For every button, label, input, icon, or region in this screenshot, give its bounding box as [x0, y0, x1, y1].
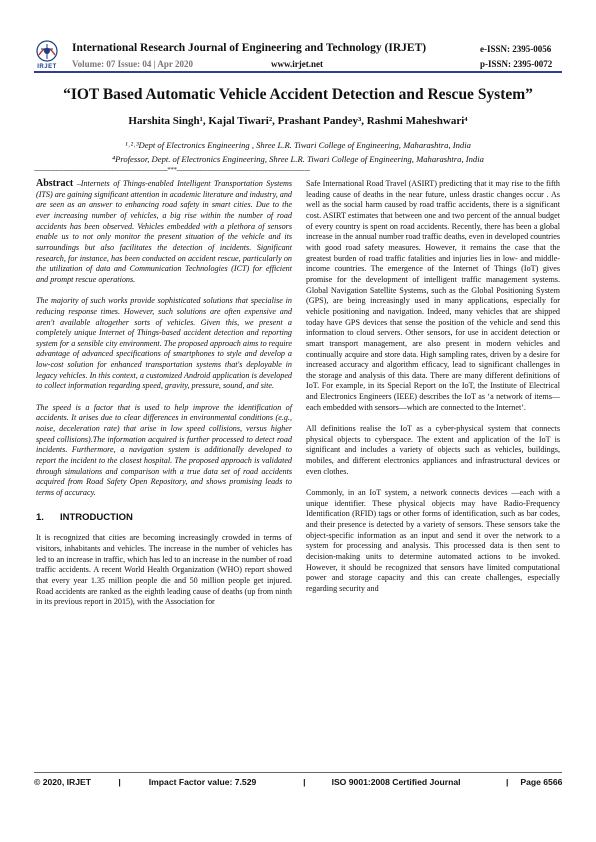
- right-paragraph-1: Safe International Road Travel (ASIRT) predicting that it may rise to the fifth leading cause of deaths in the near future, unless drastic changes occur . As well as the social harm caused by road traffic accidents, there is a significant cost. ASIRT estimates that between one and two percent of the annual budget of every country is spent on road accidents. Recently, there has been a global increase in the annual number road traffic deaths, even in developed countries with good road safety measures. However, it remains the case that the greatest burden of road traffic fatalities and injuries lies in low- and middle-income countries. The emergence of the Internet of Things (IoT) gives promise for the development of intelligent traffic management systems. Global Navigation Satellite Systems, such as the Global Positioning System (GPS), are being increasingly used in many applications, especially for vehicle positioning and navigation. Indeed, many vehicles that are shipped today have GPS devices that sense the position of the vehicle and send this information to cloud servers. Other sensors, for use in accident detection or smart transport management, are also present in modern vehicles and continually acquire and store data. High sampling rates, driven by a desire for increased accuracy and algorithm efficacy, lead to significant challenges in the storage and analysis of this data. There are many different definitions of IoT. For example, in its Special Report on the IoT, the Institute of Electrical and Electronics Engineers (IEEE) describes the IoT as ‘a network of items—each embedded with sensors—which are connected to the Internet’.: [306, 179, 560, 412]
- abstract-heading: Abstract: [36, 178, 74, 189]
- section-title: INTRODUCTION: [60, 511, 133, 523]
- abstract-paragraph-3: The speed is a factor that is used to help improve the identification of accidents. It arises due to clear differences in environmental conditions (e.g., noise, deceleration rate) that arise in low speed collisions, versus higher speed collisions).The information acquired is further processed to detect road incidents. Furthermore, a navigation system is additionally developed to report the incident to the closest hospital. The proposed approach is validated through simulations and comparison with a true data set of road accidents acquired from Road Safety Open Repository, and shows promising leads to terms of accuracy.: [36, 402, 292, 497]
- e-issn: e-ISSN: 2395-0056: [480, 44, 552, 54]
- right-paragraph-3: Commonly, in an IoT system, a network connects devices —each with a unique identifier. These physical objects may have Radio-Frequency Identification (RFID) tags or other forms of identification, such as bar codes, and their presence is detected by a variety of sensors. These sensors take the object-specific information as an input and send it over the network to a system for processing and analysis. This processed data is then sent to decision-making units to determine automated actions to be invoked. However, it should be recognized that sensors have limited computational power and storage capacity and this can create challenges, especially regarding security and: [306, 488, 560, 593]
- footer-divider-2: |: [303, 777, 306, 787]
- footer-impact-factor: Impact Factor value: 7.529: [148, 777, 257, 787]
- right-column: [306, 179, 560, 605]
- footer-copyright: © 2020, IRJET: [34, 777, 91, 787]
- journal-url[interactable]: www.irjet.net: [271, 59, 323, 69]
- footer-iso: ISO 9001:2008 Certified Journal: [331, 777, 461, 787]
- abstract-text-1: –Internets of Things-enabled Intelligent Transportation Systems (ITS) are gaining significant attention in academic literature and industry, and are seen as an answer to enhancing road safety in smart cities. Due to the ever increasing number of vehicles, a big rise within the number of road accidents has been observed. Vehicles embedded with a plethora of sensors enable us to not only monitor the present situation of the vehicle and its surroundings but also facilitates the detection of incidents. Significant research, for instance, has been conducted on accident rescue, particularly on the utilization of data and Communication Technologies (ICT) for efficient and prompt rescue operations.: [36, 179, 292, 284]
- footer-divider-1: |: [118, 777, 121, 787]
- left-column: [36, 179, 292, 619]
- page-footer: [34, 777, 562, 787]
- section-number: 1.: [36, 511, 44, 523]
- logo-text: IRJET: [37, 64, 57, 70]
- volume-issue: Volume: 07 Issue: 04 | Apr 2020: [72, 59, 193, 69]
- affiliation-1: ¹˒²˒³Dept of Electronics Engineering , Shree L.R. Tiwari College of Engineering, Maharashtra, India: [125, 140, 471, 150]
- separator-line: ---------------------------------------------------------------------***---------------------------------------------------------------------: [34, 166, 310, 174]
- footer-page-number: Page 6566: [520, 777, 563, 787]
- section-heading-introduction: [36, 513, 292, 524]
- right-paragraph-2: All definitions realise the IoT as a cyber-physical system that connects physical objects to cyberspace. The extent and application of the IoT is significant and includes a variety of objects such as vehicles, buildings, mobiles, and different electronics appliances and infrastructural devices or even clothes.: [306, 424, 560, 476]
- journal-title: International Research Journal of Engineering and Technology (IRJET): [72, 42, 427, 54]
- intro-paragraph-1: It is recognized that cities are becoming increasingly crowded in terms of visitors, inhabitants and vehicles. The increase in the number of vehicles has led to an increase in traffic, which has led to an increase in the number of road traffic accidents. A recent World Health Organization (WHO) report showed that every year 1.35 million people die and 50 million people get injured. Road accidents are ranked as the eighth leading cause of deaths (up from ninth in its previous report in 2015), with the Association for: [36, 533, 292, 607]
- footer-divider-3: |: [505, 777, 509, 787]
- footer-rule: [34, 772, 562, 773]
- abstract-paragraph-2: The majority of such works provide sophisticated solutions that specialise in reducing response times. However, such solutions are often expensive and aren't available altogether sorts of vehicles. Given this, we present a completely unique Internet of Things-based accident detection and reporting system for a sensible city environment. The proposed approach aims to require advantage of advanced specifications of smartphones to style and develop a low-cost solution for enhanced transportation systems that's deployable in legacy vehicles. In this context, a customized Android application is developed to collect information regarding speed, gravity, pressure, sound, and site.: [36, 296, 292, 391]
- paper-authors: Harshita Singh¹, Kajal Tiwari², Prashant Pandey³, Rashmi Maheshwari⁴: [128, 115, 468, 127]
- paper-title: “IOT Based Automatic Vehicle Accident Detection and Rescue System”: [63, 86, 533, 103]
- affiliation-2: ⁴Professor, Dept. of Electronics Engineering, Shree L.R. Tiwari College of Engineering, Maharashtra, India: [112, 154, 484, 164]
- journal-header: [0, 0, 596, 74]
- p-issn: p-ISSN: 2395-0072: [480, 59, 553, 69]
- abstract-paragraph-1: [36, 179, 292, 286]
- header-rule: [34, 71, 562, 73]
